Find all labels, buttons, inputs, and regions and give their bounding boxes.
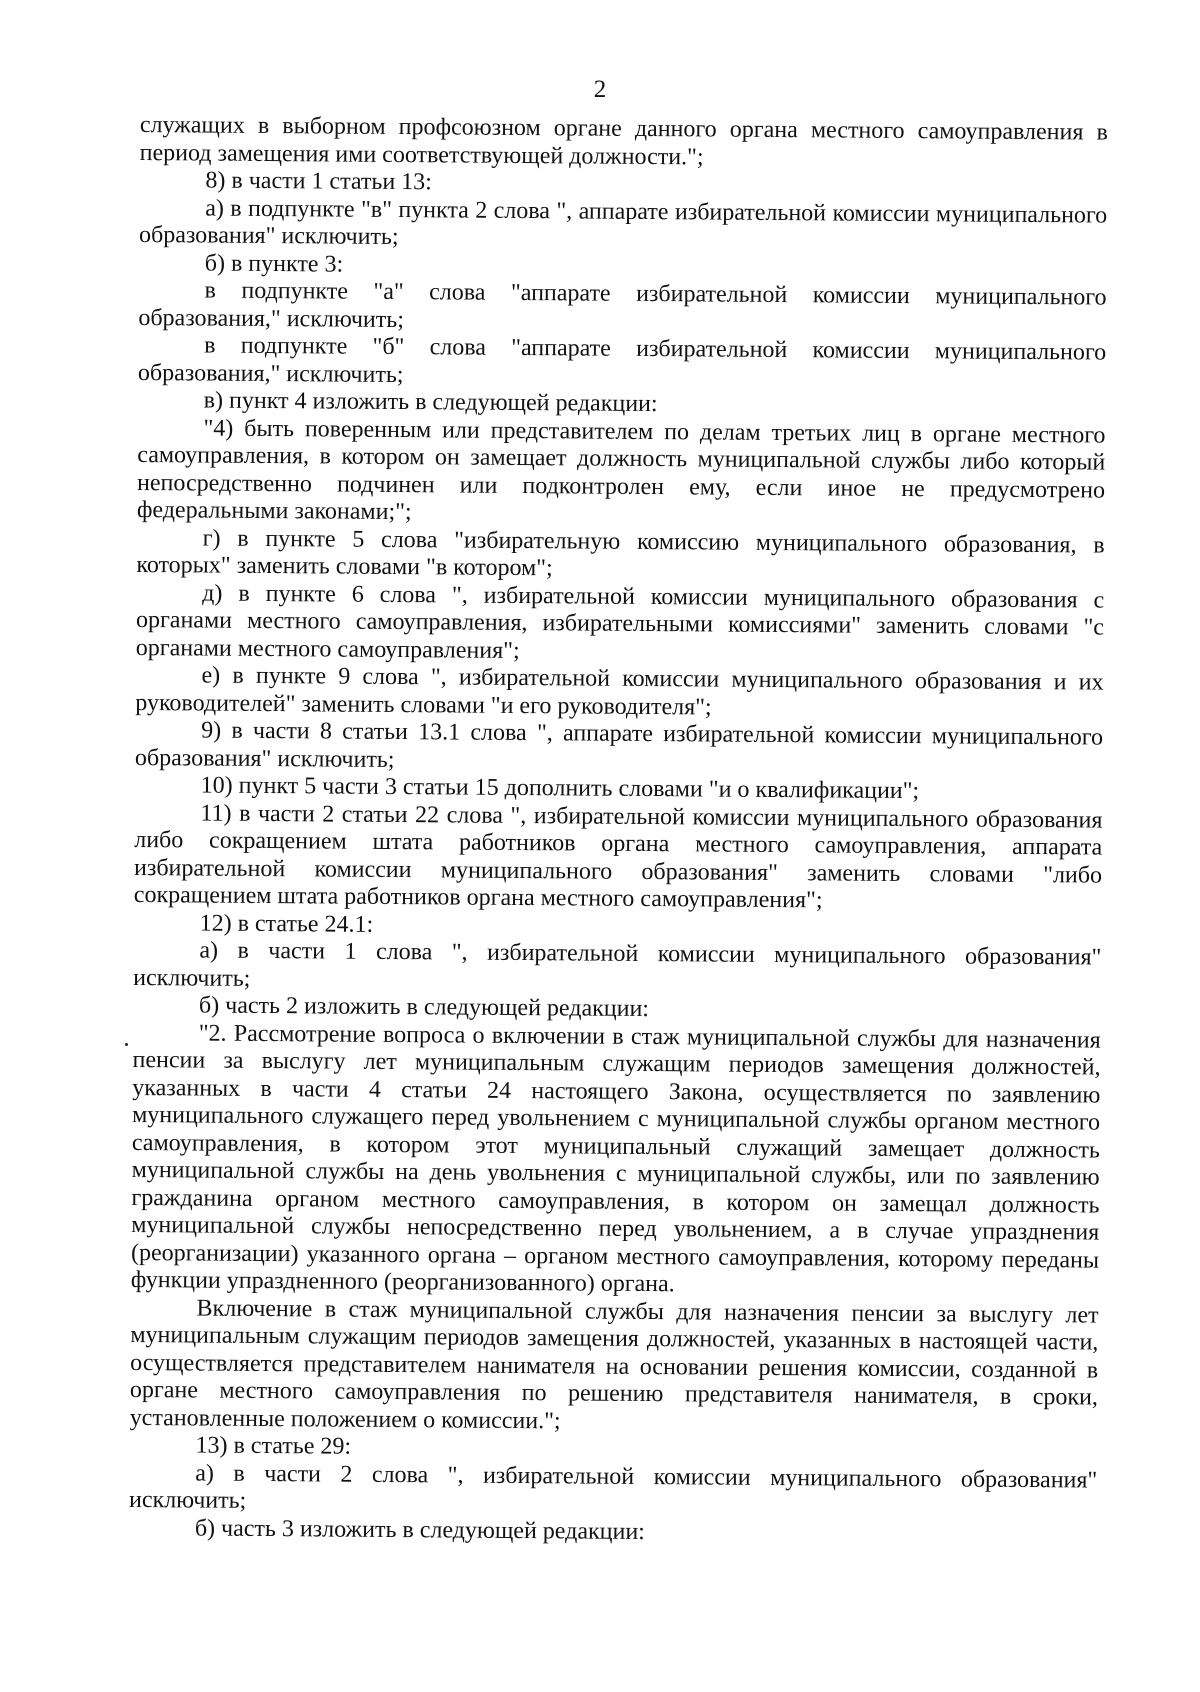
paragraph: а) в части 1 слова ", избирательной комиссии муниципального образования" исключить;	[133, 937, 1102, 992]
document-body	[129, 112, 1108, 1550]
paragraph: 12) в статье 24.1:	[199, 909, 374, 938]
paragraph: 11) в части 2 статьи 22 слова ", избирательной комиссии муниципального образования либо сокращением штата работников органа местного самоуправления, аппарата избирательной комиссии муниципального образования" заменить словами "либо сокращением штата работников органа местного самоуправления";	[133, 799, 1103, 914]
paragraph: 9) в части 8 статьи 13.1 слова ", аппарате избирательной комиссии муниципального образования" исключить;	[134, 717, 1104, 773]
paragraph: б) в пункте 3:	[204, 250, 344, 278]
page-number: 2	[593, 76, 607, 103]
paragraph: Включение в стаж муниципальной службы для назначения пенсии за выслугу лет муниципальным служащим периодов замещения должностей, указанных в настоящей части, осуществляется представителем нанимателя на основании решения комиссии, созданной в органе местного самоуправления по решению представителя нанимателя, в сроки, установленные положением о комиссии.";	[129, 1294, 1099, 1434]
paragraph: а) в подпункте "в" пункта 2 слова ", аппарате избирательной комиссии муниципального образования" исключить;	[138, 195, 1108, 251]
paragraph: в подпункте "б" слова "аппарате избирательной комиссии муниципального образования," исключить;	[137, 332, 1107, 388]
paragraph: г) в пункте 5 слова "избирательную комиссию муниципального образования, в которых" заменить словами "в котором";	[136, 525, 1105, 582]
scan-speck	[125, 1043, 128, 1046]
paragraph: в) пункт 4 изложить в следующей редакции:	[203, 387, 658, 418]
paragraph: "4) быть поверенным или представителем по делам третьих лиц в органе местного самоуправления, в котором он замещает должность муниципальной службы либо который непосредственно подчинен или подконтролен ему, если иное не предусмотрено федеральными законами;";	[136, 415, 1106, 526]
paragraph: б) часть 3 изложить в следующей редакции:	[194, 1514, 646, 1545]
paragraph: "2. Рассмотрение вопроса о включении в стаж муниципальной службы для назначения пенсии за выслугу лет муниципальным служащим периодов замещения должностей, указанных в части 4 статьи 24 настоящего Закона, осуществляется по заявлению муниципального служащего перед увольнением с муниципальной службы органом местного самоуправления, в котором этот муниципальный служащий замещает должность муниципальной службы на день увольнения с муниципальной службы, или по заявлению гражданина органом местного самоуправления, в котором он замещал должность муниципальной службы непосредственно перед увольнением, а в случае упразднения (реорганизации) указанного органа – органом местного самоуправления, которому переданы функции упраздненного (реорганизованного) органа.	[130, 1019, 1101, 1298]
paragraph: а) в части 2 слова ", избирательной комиссии муниципального образования" исключить;	[128, 1459, 1098, 1514]
paragraph: в подпункте "а" слова "аппарате избирательной комиссии муниципального образования," исключить;	[138, 277, 1107, 333]
paragraph: 8) в части 1 статьи 13:	[205, 167, 433, 196]
paragraph: 10) пункт 5 части 3 статьи 15 дополнить словами "и о квалификации";	[200, 772, 920, 805]
paragraph: е) в пункте 9 слова ", избирательной комиссии муниципального образования и их руководителей" заменить словами "и его руководителя";	[135, 662, 1104, 721]
paragraph: 13) в статье 29:	[195, 1432, 352, 1460]
paragraph: б) часть 2 изложить в следующей редакции:	[198, 992, 650, 1023]
paragraph: служащих в выборном профсоюзном органе данного органа местного самоуправления в период замещения ими соответствующей должности.";	[139, 112, 1108, 170]
paragraph: д) в пункте 6 слова ", избирательной комиссии муниципального образования с органами местного самоуправления, избирательными комиссиями" заменить словами "с органами местного самоуправления";	[135, 580, 1105, 664]
